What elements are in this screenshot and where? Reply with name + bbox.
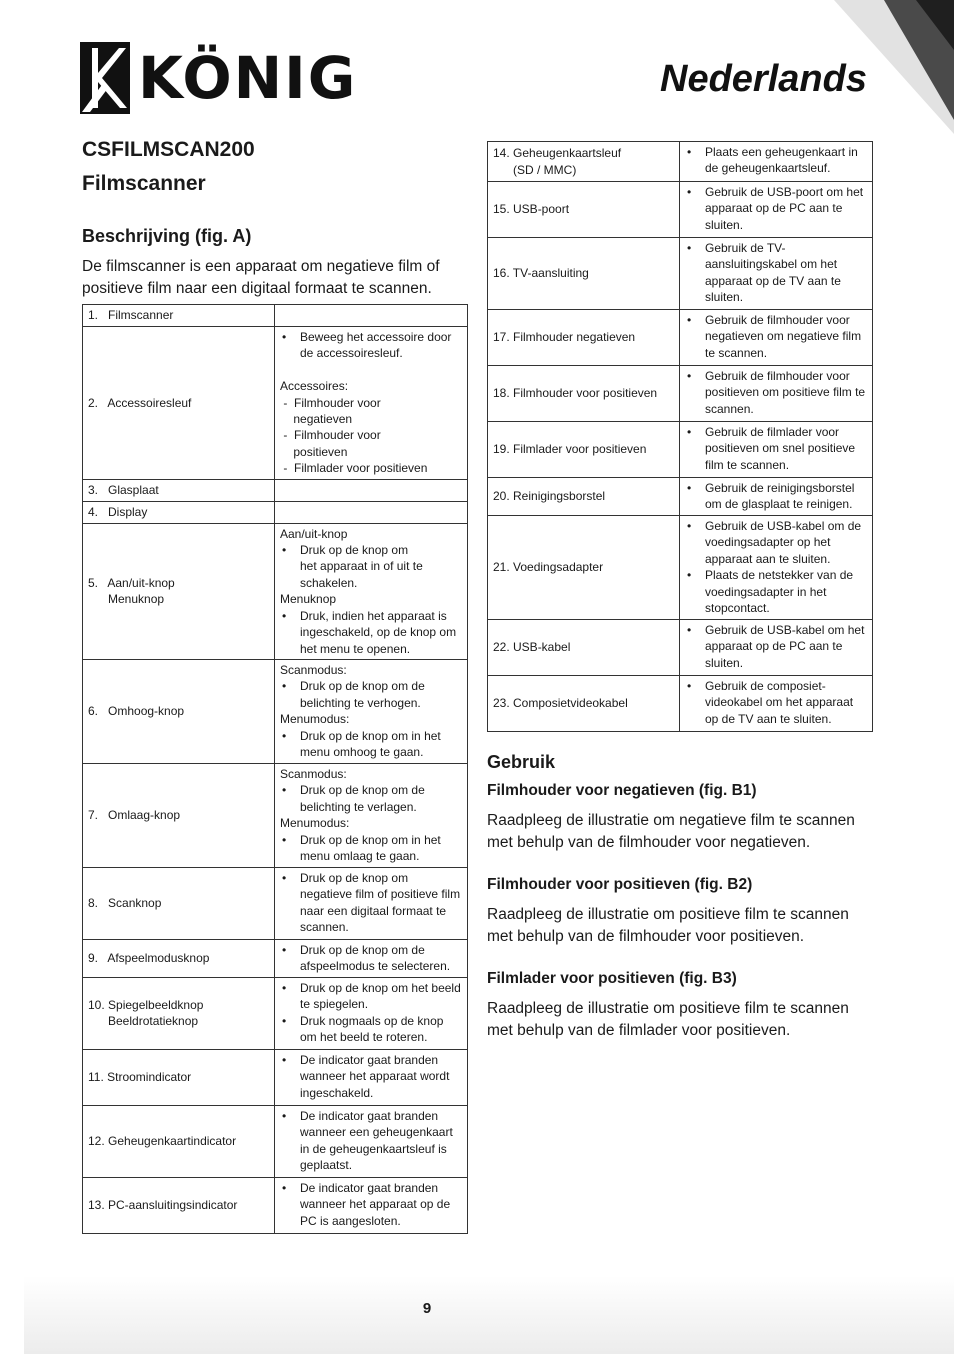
bullet-item: • Gebruik de TV-aansluitingskabel om het apparaat op de TV aan te sluiten. — [685, 240, 867, 306]
bullet-item: • Beweeg het accessoire door de accessoiresleuf. — [280, 329, 462, 362]
text-line: Scanmodus: — [280, 662, 347, 677]
text-line: Menumodus: — [280, 816, 350, 831]
part-label: 15. USB-poort — [488, 182, 680, 238]
bullet-item: • Druk op de knop om in het menu omhoog te gaan. — [280, 728, 462, 761]
bullet-item: • Druk op de knop om negatieve film of positieve film naar een digitaal formaat te scannen. — [280, 870, 462, 936]
bullet-item: • Plaats een geheugenkaart in de geheugenkaartsleuf. — [685, 144, 867, 177]
usage-section-text: Raadpleeg de illustratie om positieve film te scannen met behulp van de filmlader voor positieven. — [487, 1000, 849, 1039]
part-label: 17. Filmhouder negatieven — [488, 310, 680, 366]
part-description — [275, 1105, 468, 1177]
part-description — [275, 867, 468, 939]
part-description — [680, 310, 873, 366]
bullet-item: • Gebruik de reinigingsborstel om de glasplaat te reinigen. — [685, 480, 867, 513]
parts-table-left — [82, 304, 468, 1234]
bullet-item: • De indicator gaat branden wanneer een geheugenkaart in de geheugenkaartsleuf is geplaatst. — [280, 1108, 462, 1174]
bullet-item: • Gebruik de filmlader voor positieven om snel positieve film te scannen. — [685, 424, 867, 473]
part-label: 7. Omlaag-knop — [83, 763, 275, 867]
table-row — [488, 516, 873, 620]
table-row — [83, 305, 468, 327]
part-description — [275, 659, 468, 763]
part-description — [680, 366, 873, 422]
model-heading: CSFILMSCAN200 — [82, 138, 255, 161]
part-description — [275, 939, 468, 977]
table-row — [83, 1177, 468, 1233]
part-label: 23. Composietvideokabel — [488, 676, 680, 732]
bullet-item: • De indicator gaat branden wanneer het apparaat op de PC is aangesloten. — [280, 1180, 462, 1229]
part-label: 21. Voedingsadapter — [488, 516, 680, 620]
table-row — [83, 1105, 468, 1177]
bullet-item: • Druk op de knop om de afspeelmodus te selecteren. — [280, 942, 462, 975]
usage-section-title: Filmhouder voor negatieven (fig. B1) — [487, 782, 757, 799]
part-label: 1. Filmscanner — [83, 305, 275, 327]
part-description — [680, 620, 873, 676]
usage-section-text: Raadpleeg de illustratie om positieve film te scannen met behulp van de filmhouder voor positieven. — [487, 906, 849, 945]
bullet-item: • Gebruik de composiet-videokabel om het apparaat op de TV aan te sluiten. — [685, 678, 867, 727]
bullet-item: • Druk nogmaals op de knop om het beeld te roteren. — [280, 1013, 462, 1046]
table-row — [488, 366, 873, 422]
konig-logo — [80, 42, 357, 114]
part-label: 2. Accessoiresleuf — [83, 327, 275, 480]
part-label: 8. Scanknop — [83, 867, 275, 939]
text-line: Scanmodus: — [280, 766, 347, 781]
part-description — [275, 763, 468, 867]
bullet-item: • Gebruik de USB-poort om het apparaat op de PC aan te sluiten. — [685, 184, 867, 233]
bullet-item: • Druk op de knop om de belichting te verlagen. — [280, 782, 462, 815]
table-row — [83, 327, 468, 480]
bullet-item: • Druk op de knop om de belichting te verhogen. — [280, 678, 462, 711]
part-description — [680, 182, 873, 238]
part-description — [275, 523, 468, 659]
usage-heading: Gebruik — [487, 752, 556, 772]
table-row — [83, 479, 468, 501]
table-row — [83, 867, 468, 939]
table-row — [83, 763, 468, 867]
bullet-item: • Gebruik de USB-kabel om het apparaat op de PC aan te sluiten. — [685, 622, 867, 671]
part-description — [275, 327, 468, 480]
part-label: 16. TV-aansluiting — [488, 238, 680, 310]
description-heading: Beschrijving (fig. A) — [82, 226, 252, 246]
bullet-item: • Gebruik de filmhouder voor positieven om positieve film te scannen. — [685, 368, 867, 417]
part-label: 3. Glasplaat — [83, 479, 275, 501]
part-description — [680, 422, 873, 478]
page-number: 9 — [422, 1300, 432, 1317]
part-description — [275, 1177, 468, 1233]
bullet-item: • Plaats de netstekker van de voedingsadapter in het stopcontact. — [685, 567, 867, 616]
part-description — [680, 516, 873, 620]
part-label: 5. Aan/uit-knop Menuknop — [83, 523, 275, 659]
text-line: Accessoires: - Filmhouder voor negatieven - Filmhouder voor positieven - Filmlader voor positieven — [280, 379, 428, 476]
part-label: 6. Omhoog-knop — [83, 659, 275, 763]
part-label: 22. USB-kabel — [488, 620, 680, 676]
text-line: Menumodus: — [280, 712, 350, 727]
bullet-item: • Druk, indien het apparaat is ingeschakeld, op de knop om het menu te openen. — [280, 608, 462, 657]
part-label: 13. PC-aansluitingsindicator — [83, 1177, 275, 1233]
bullet-item: • De indicator gaat branden wanneer het apparaat wordt ingeschakeld. — [280, 1052, 462, 1101]
text-line: Aan/uit-knop — [280, 526, 348, 541]
description-intro: De filmscanner is een apparaat om negatieve film of positieve film naar een digitaal formaat te scannen. — [82, 258, 440, 297]
table-row — [83, 977, 468, 1049]
parts-table-right — [487, 141, 873, 732]
table-row — [488, 142, 873, 182]
part-label: 9. Afspeelmodusknop — [83, 939, 275, 977]
part-label: 14. Geheugenkaartsleuf (SD / MMC) — [488, 142, 680, 182]
part-description — [680, 676, 873, 732]
part-description — [680, 142, 873, 182]
part-label: 19. Filmlader voor positieven — [488, 422, 680, 478]
table-row — [488, 182, 873, 238]
table-row — [83, 1049, 468, 1105]
text-line: Menuknop — [280, 592, 337, 607]
part-label: 20. Reinigingsborstel — [488, 478, 680, 516]
usage-section-text: Raadpleeg de illustratie om negatieve film te scannen met behulp van de filmhouder voor negatieven. — [487, 812, 855, 851]
part-description — [275, 305, 468, 327]
brand-name: KÖNIG — [138, 44, 358, 112]
part-description — [275, 1049, 468, 1105]
part-description — [680, 478, 873, 516]
table-row — [83, 659, 468, 763]
table-row — [83, 523, 468, 659]
part-label: 12. Geheugenkaartindicator — [83, 1105, 275, 1177]
table-row — [488, 238, 873, 310]
part-description — [275, 479, 468, 501]
table-row — [488, 676, 873, 732]
usage-section-title: Filmhouder voor positieven (fig. B2) — [487, 876, 753, 893]
part-description — [275, 977, 468, 1049]
part-label: 11. Stroomindicator — [83, 1049, 275, 1105]
table-row — [83, 501, 468, 523]
bullet-item: • Gebruik de filmhouder voor negatieven om negatieve film te scannen. — [685, 312, 867, 361]
usage-section-title: Filmlader voor positieven (fig. B3) — [487, 970, 737, 987]
bullet-item: • Gebruik de USB-kabel om de voedingsadapter op het apparaat aan te sluiten. — [685, 518, 867, 567]
table-row — [488, 422, 873, 478]
part-label: 10. Spiegelbeeldknop Beeldrotatieknop — [83, 977, 275, 1049]
bullet-item: • Druk op de knop om het apparaat in of uit te schakelen. — [280, 542, 462, 591]
part-description — [275, 501, 468, 523]
konig-logo-icon — [80, 42, 130, 114]
language-title: Nederlands — [660, 58, 867, 100]
table-row — [488, 620, 873, 676]
table-row — [83, 939, 468, 977]
product-heading: Filmscanner — [82, 172, 206, 195]
bullet-item: • Druk op de knop om het beeld te spiegelen. — [280, 980, 462, 1013]
part-label: 18. Filmhouder voor positieven — [488, 366, 680, 422]
table-row — [488, 478, 873, 516]
part-label: 4. Display — [83, 501, 275, 523]
table-row — [488, 310, 873, 366]
part-description — [680, 238, 873, 310]
bullet-item: • Druk op de knop om in het menu omlaag te gaan. — [280, 832, 462, 865]
